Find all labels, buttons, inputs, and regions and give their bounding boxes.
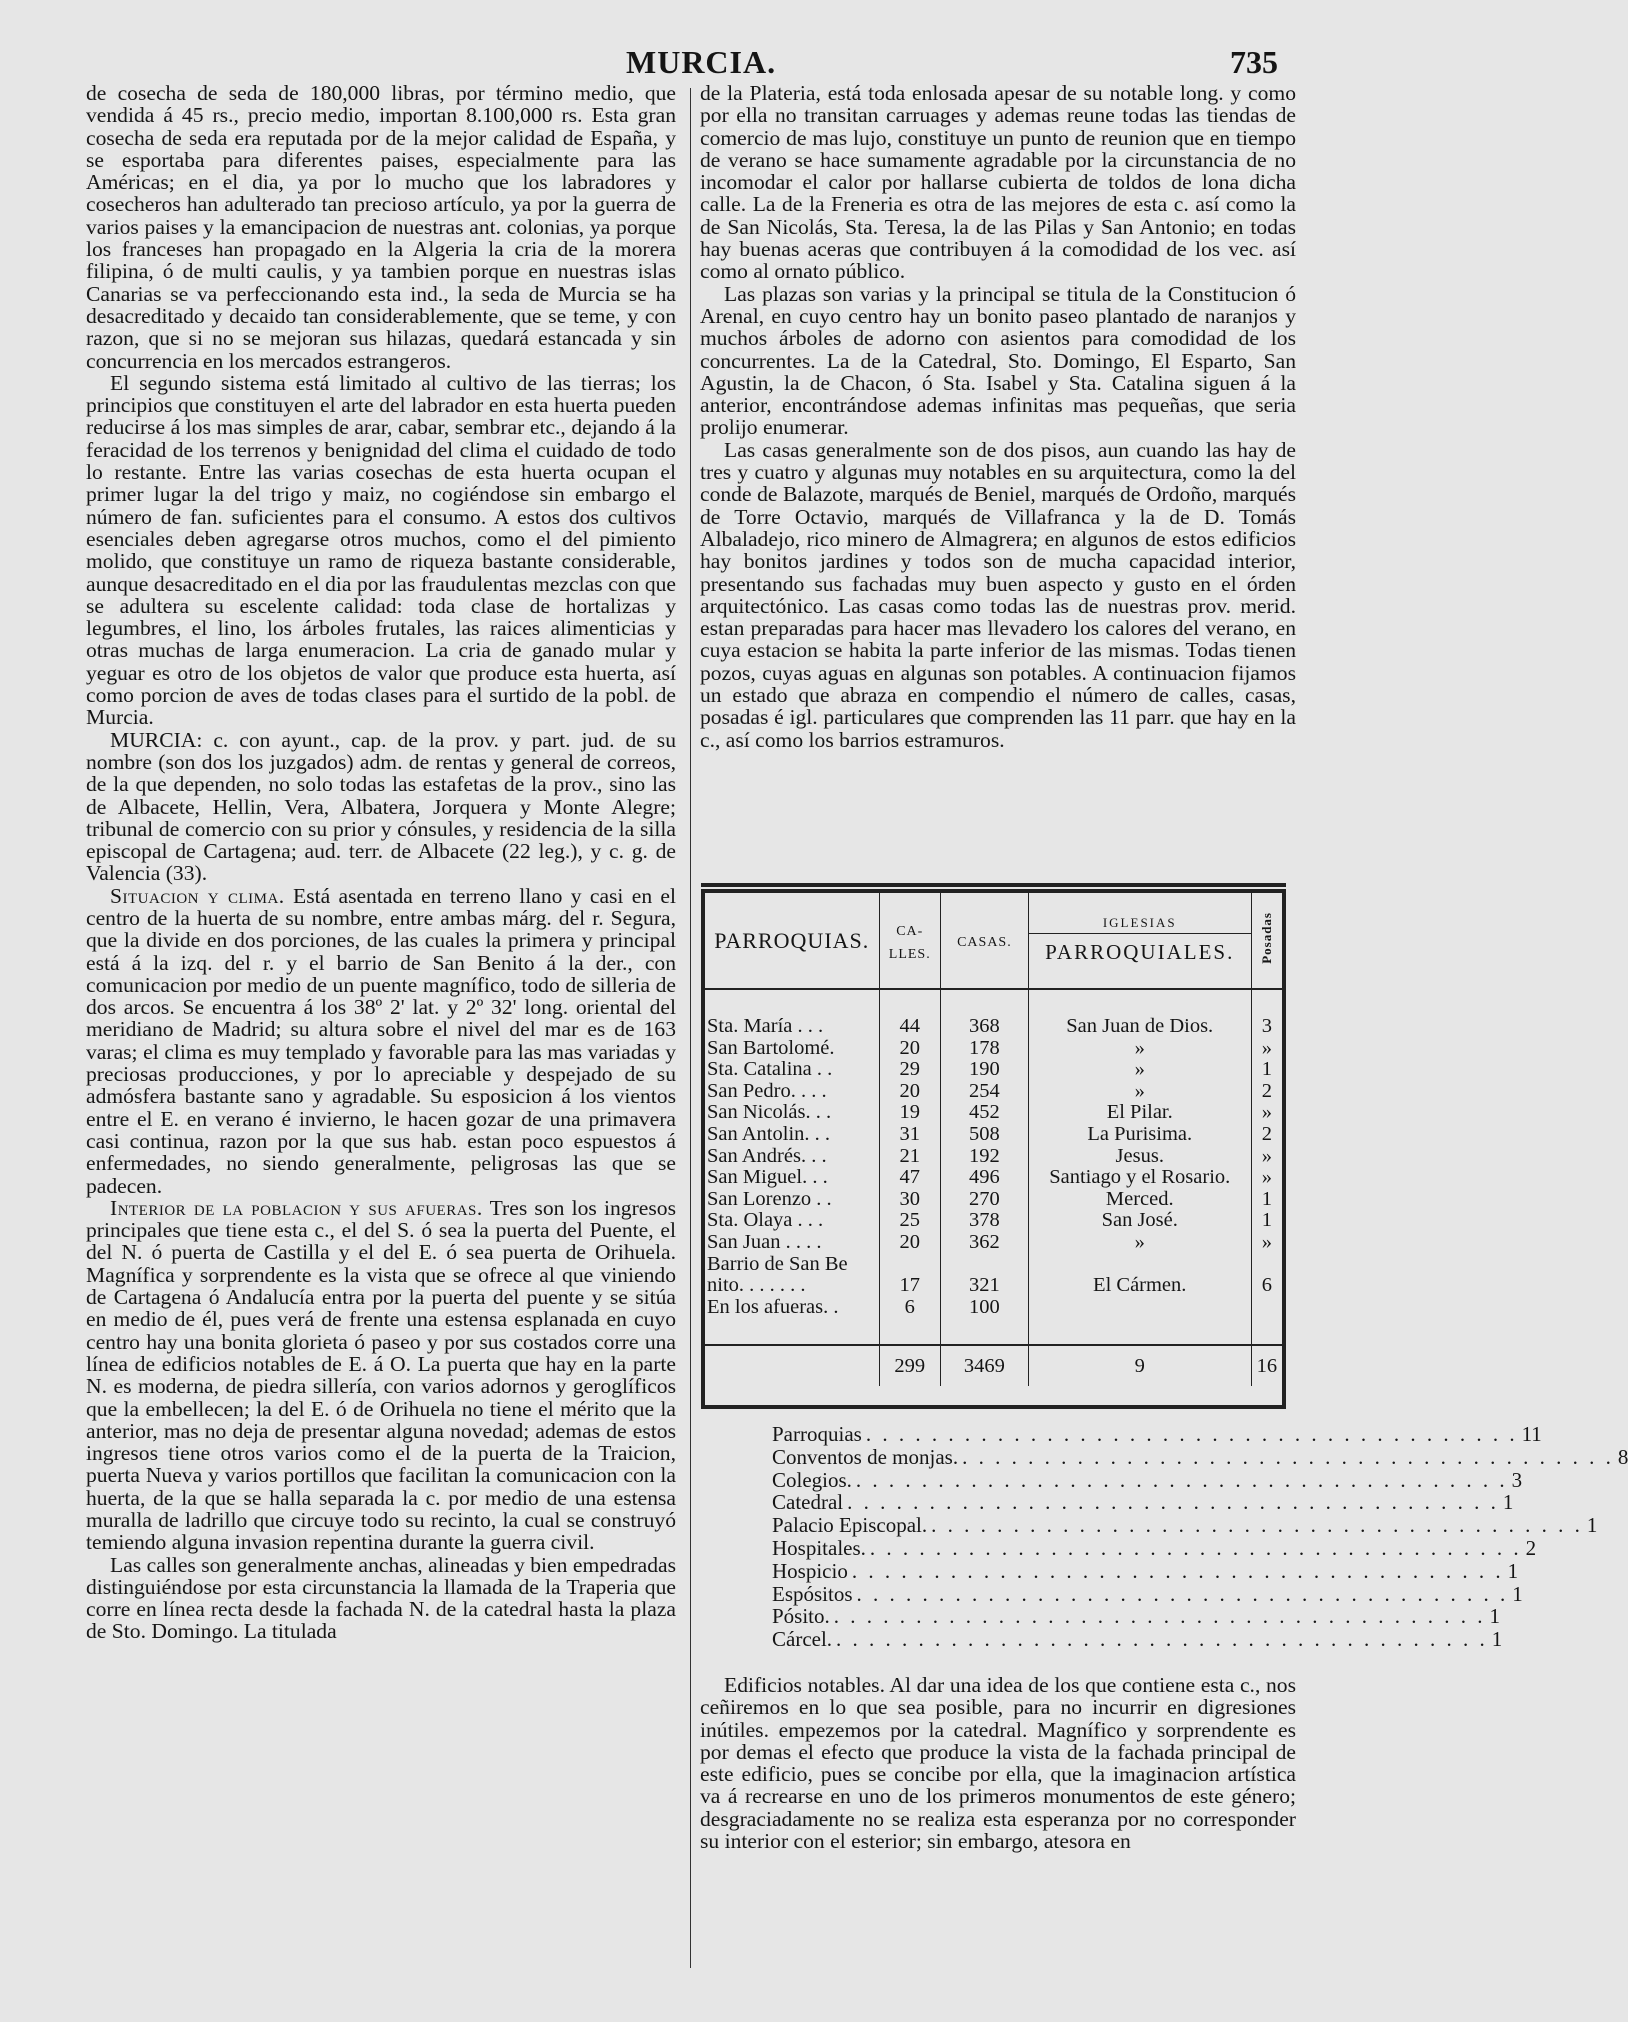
summary-item — [772, 1513, 1598, 1538]
cell-posadas: 1 — [1261, 1209, 1272, 1232]
right-text-column-continued — [700, 1674, 1296, 1852]
cell-iglesia: » — [1028, 1081, 1251, 1103]
section-lead: Situacion y clima. — [110, 883, 285, 908]
paragraph: Edificios notables. Al dar una idea de los que contiene esta c., nos ceñiremos en lo que sea posible, para no incurrir en digresiones inútiles. empezemos por la catedral. Magnífico y sorprendente es por demas el efecto que produce la vista de la fachada principal de este edificio, pues se concibe por ella, que la imaginacion artística va á recrearse en uno de los primeros monumentos de este género; desgraciadamente no se realiza esta esperanza por no corresponder su interior con el esterior; sin embargo, atesora en — [700, 1673, 1296, 1854]
table-row — [705, 1059, 1282, 1081]
cell-calles: 47 — [879, 1167, 941, 1189]
summary-item — [772, 1467, 1523, 1492]
cell-parroquia: Sta. Catalina . . — [705, 1059, 879, 1081]
summary-value: 1 — [1512, 1581, 1523, 1606]
cell-casas: 178 — [941, 1038, 1029, 1060]
col-header-parroquias: PARROQUIAS. — [705, 893, 879, 989]
summary-value: 1 — [1586, 1513, 1598, 1538]
cell-posadas: 6 — [1261, 1274, 1272, 1297]
cell-calles: 20 — [879, 1232, 941, 1254]
leader-dots: . . . . . . . . . . . . . . . . . . . . . . . . . . . . . . . . . . . . . . . . — [856, 1581, 1509, 1606]
cell-calles: 29 — [879, 1059, 941, 1081]
paragraph: de cosecha de seda de 180,000 libras, por término medio, que vendida á 45 rs., precio medio, importan 8.100,000 rs. Esta gran cosecha de seda era reputada por de la mejor calidad de España, y se esportaba para diferentes paises, especialmente para las Américas; en el dia, ya por lo mucho que los labradores y cosecheros han adulterado tan precioso artículo, ya por la guerra de varios paises y la emancipacion de nuestras ant. colonias, ya porque los franceses han propagado en la Algeria la cria de la morera filipina, ó de multi caulis, y ya tambien porque en nuestras islas Canarias se va perfeccionando esta ind., la seda de Murcia se ha desacreditado y decaido tan considerablemente, que se teme, y con razon, que si no se mejoran sus hilazas, quedará estancada y sin concurrencia en los mercados estrangeros. — [86, 81, 676, 373]
cell-casas: 190 — [941, 1059, 1029, 1081]
summary-value: 2 — [1525, 1535, 1537, 1560]
summary-item — [772, 1490, 1514, 1515]
summary-item — [772, 1422, 1542, 1446]
cell-casas: 452 — [941, 1102, 1029, 1124]
cell-calles: 25 — [879, 1210, 941, 1232]
section-lead: Interior de la poblacion y sus afueras. — [110, 1195, 483, 1220]
col-header-calles: CA- LLES. — [879, 893, 941, 989]
summary-list — [772, 1422, 1628, 1652]
summary-item — [772, 1535, 1537, 1560]
paragraph: Situacion y clima. Está asentada en terreno llano y casi en el centro de la huerta de su nombre, entre ambas márg. del r. Segura, que la divide en dos porciones, de las cuales la primera y principal está á la izq. del r. y el barrio de San Benito á la der., con comunicacion por medio de un puente magnífico, todo de silleria de dos arcos. Se encuentra á los 38º 2' lat. y 2º 32' long. oriental del meridiano de Madrid; su altura sobre el nivel del mar es de 163 varas; el clima es muy templado y favorable para las mas variadas y preciosas producciones, y por lo apreciable y despejado de su admósfera bastante sano y agradable. Su esposicion á los vientos entre el E. en verano é invierno, le hacen gozar de una primavera casi continua, razon por la que sus hab. estan poco espuestos á enfermedades, no siendo generalmente, peligrosas las que se padecen. — [86, 883, 677, 1198]
summary-item — [772, 1444, 1628, 1469]
total-posadas: 16 — [1251, 1345, 1282, 1386]
cell-iglesia: » — [1028, 1038, 1251, 1060]
cell-calles: 20 — [879, 1081, 941, 1103]
cell-iglesia: » — [1028, 1232, 1251, 1254]
cell-calles: 21 — [879, 1146, 941, 1168]
running-header-title: MURCIA. — [626, 44, 777, 80]
summary-label: Espósitos — [772, 1581, 853, 1606]
page-number: 735 — [1230, 44, 1278, 80]
paragraph: de la Plateria, está toda enlosada apesar de su notable long. y como por ella no transitan carruages y ademas reune todas las tiendas de comercio de mas lujo, constituye un punto de reunion que en tiempo de verano se hace sumamente agradable por la circunstancia de no incomodar el calor por hallarse cubierta de toldos de lona dicha calle. La de la Freneria es otra de las mejores de esta c. así como la de San Nicolás, Sta. Teresa, la de las Pilas y San Antonio; en todas hay buenas aceras que contribuyen á la comodidad de los vec. así como al ornato público. — [700, 81, 1296, 284]
summary-label: Colegios. — [772, 1467, 852, 1492]
summary-value: 3 — [1511, 1467, 1523, 1492]
leader-dots: . . . . . . . . . . . . . . . . . . . . . . . . . . . . . . . . . . . . . . . . — [962, 1444, 1614, 1469]
leader-dots: . . . . . . . . . . . . . . . . . . . . . . . . . . . . . . . . . . . . . . . . — [855, 1467, 1508, 1492]
table-row — [705, 1254, 1282, 1276]
cell-iglesia: El Pilar. — [1028, 1102, 1251, 1124]
summary-label: Parroquias — [772, 1422, 862, 1446]
cell-casas: 270 — [941, 1189, 1029, 1211]
cell-parroquia: San Nicolás. . . — [705, 1102, 879, 1124]
cell-posadas: 3 — [1261, 1015, 1272, 1037]
summary-label: Cárcel. — [772, 1627, 833, 1652]
summary-item — [772, 1604, 1501, 1629]
paragraph: Las plazas son varias y la principal se titula de la Constitucion ó Arenal, en cuyo centro hay un bonito paseo plantado de naranjos y muchos árboles de adorno con asientos para comodidad de los concurrentes. La de la Catedral, Sto. Domingo, El Esparto, San Agustin, la de Chacon, ó Sta. Isabel y Sta. Catalina siguen á la anterior, encontrándose ademas infinitas mas pequeñas, que seria prolijo enumerar. — [700, 281, 1296, 440]
right-text-column — [700, 82, 1296, 751]
cell-posadas: » — [1261, 1230, 1272, 1253]
summary-value: 1 — [1489, 1604, 1501, 1629]
cell-casas: 378 — [941, 1210, 1029, 1232]
cell-posadas — [1251, 1254, 1282, 1276]
cell-casas: 192 — [941, 1146, 1029, 1168]
leader-dots: . . . . . . . . . . . . . . . . . . . . . . . . . . . . . . . . . . . . . . . . — [869, 1535, 1522, 1560]
summary-label: Palacio Episcopal. — [772, 1513, 928, 1538]
leader-dots: . . . . . . . . . . . . . . . . . . . . . . . . . . . . . . . . . . . . . . . . — [851, 1558, 1504, 1583]
cell-parroquia: San Juan . . . . — [705, 1232, 879, 1254]
table-row — [705, 1102, 1282, 1124]
parish-table — [701, 889, 1286, 1409]
col-header-iglesias: IGLESIAS PARROQUIALES. — [1028, 893, 1251, 989]
totals-row — [705, 1345, 1282, 1386]
summary-label: Hospitales. — [772, 1535, 866, 1560]
table-row — [705, 1210, 1282, 1232]
total-iglesias: 9 — [1028, 1345, 1251, 1386]
table-row — [705, 1167, 1282, 1189]
table-row — [705, 1189, 1282, 1211]
table-row — [705, 1081, 1282, 1103]
cell-iglesia: San José. — [1028, 1210, 1251, 1232]
cell-calles: 17 — [879, 1275, 941, 1297]
table-row — [705, 1038, 1282, 1060]
paragraph: El segundo sistema está limitado al cultivo de las tierras; los principios que constituyen el arte del labrador en esta huerta pueden reducirse á los mas simples de arar, cabar, sembrar etc., dejando á la feracidad de los terrenos y benignidad del clima el cuidado de todo lo restante. Entre las varias cosechas de esta huerta ocupan el primer lugar la del trigo y maiz, no cogiéndose sin embargo el número de fan. suficientes para el consumo. A estos dos cultivos esenciales deben agregarse otros muchos, como el del pimiento molido, que constituye un ramo de riqueza bastante considerable, aunque desacreditado en el dia por las fraudulentas mezclas con que se adultera su escelente calidad: toda clase de hortalizas y legumbres, el lino, los árboles frutales, las raices alimenticias y otras muchas de larga enumeracion. La cria de ganado mular y yeguar es otro de los objetos de valor que produce esta huerta, así como porcion de aves de todas clases para el surtido de la pobl. de Murcia. — [86, 370, 676, 730]
table-row — [705, 1016, 1282, 1038]
cell-calles — [879, 1254, 941, 1276]
cell-casas: 508 — [941, 1124, 1029, 1146]
cell-posadas: 2 — [1261, 1122, 1272, 1145]
summary-value: 1 — [1507, 1558, 1519, 1583]
summary-label: Pósito. — [772, 1604, 830, 1629]
table-row — [705, 1146, 1282, 1168]
paragraph: Interior de la poblacion y sus afueras. Tres son los ingresos principales que tiene esta c., el del S. ó sea la puerta del Puente, el del N. ó puerta de Castilla y el del E. ó sea puerta de Orihuela. Magnífica y sorprendente es la vista que se ofrece al que viniendo de Cartagena ó Andalucía entra por la puerta del puente y se sitúa en medio de él, pues verá de frente una estensa esplanada en cuyo centro hay una bonita glorieta ó paseo y por sus costados corre una línea de edificios notables de E. á O. La puerta que hay en la parte N. es moderna, de piedra sillería, con varios adornos y geroglíficos que la embellecen; la del E. ó de Orihuela no tiene el mérito que la anterior, mas no deja de presentar alguna novedad; ademas de estos ingresos tiene otros varios como el de la puerta de la Traicion, puerta Nueva y varios portillos que facilitan la comunicacion con la huerta, de la que se halla separada la c. por medio de una estensa muralla de ladrillo que circuye todo su recinto, la cual se construyó temiendo alguna invasion repentina durante la guerra civil. — [86, 1195, 676, 1555]
cell-parroquia: Sta. Olaya . . . — [705, 1210, 879, 1232]
leader-dots: . . . . . . . . . . . . . . . . . . . . . . . . . . . . . . . . . . . . . . . . — [865, 1422, 1518, 1446]
left-text-column — [86, 82, 676, 1643]
cell-posadas: 1 — [1261, 1187, 1272, 1210]
cell-iglesia: El Cármen. — [1028, 1275, 1251, 1297]
cell-casas: 321 — [941, 1275, 1029, 1297]
summary-value: 1 — [1502, 1490, 1514, 1515]
column-divider — [690, 88, 691, 1968]
cell-iglesia — [1028, 1254, 1251, 1276]
cell-parroquia: nito. . . . . . . — [705, 1275, 879, 1297]
col-header-posadas: Posadas — [1251, 893, 1282, 989]
cell-parroquia: San Miguel. . . — [705, 1167, 879, 1189]
cell-casas: 496 — [941, 1167, 1029, 1189]
leader-dots: . . . . . . . . . . . . . . . . . . . . . . . . . . . . . . . . . . . . . . . . — [833, 1604, 1486, 1629]
cell-casas: 254 — [941, 1081, 1029, 1103]
total-calles: 299 — [879, 1345, 941, 1386]
cell-parroquia: San Bartolomé. — [705, 1038, 879, 1060]
leader-dots: . . . . . . . . . . . . . . . . . . . . . . . . . . . . . . . . . . . . . . . . — [931, 1513, 1583, 1538]
leader-dots: . . . . . . . . . . . . . . . . . . . . . . . . . . . . . . . . . . . . . . . . — [836, 1627, 1488, 1652]
summary-label: Catedral — [772, 1490, 844, 1515]
cell-posadas: » — [1261, 1101, 1272, 1124]
total-casas: 3469 — [941, 1345, 1029, 1386]
cell-parroquia: En los afueras. . — [705, 1297, 879, 1319]
cell-parroquia: Sta. María . . . — [705, 1016, 879, 1038]
cell-parroquia: San Pedro. . . . — [705, 1081, 879, 1103]
cell-posadas: 1 — [1261, 1058, 1272, 1081]
summary-item — [772, 1581, 1523, 1606]
cell-iglesia: Jesus. — [1028, 1146, 1251, 1168]
table-row — [705, 1232, 1282, 1254]
table-row — [705, 1297, 1282, 1319]
summary-item — [772, 1558, 1519, 1583]
cell-calles: 20 — [879, 1038, 941, 1060]
cell-posadas — [1251, 1297, 1282, 1319]
cell-calles: 30 — [879, 1189, 941, 1211]
cell-calles: 19 — [879, 1102, 941, 1124]
cell-casas: 362 — [941, 1232, 1029, 1254]
cell-parroquia: San Lorenzo . . — [705, 1189, 879, 1211]
table-row — [705, 1124, 1282, 1146]
cell-casas: 100 — [941, 1297, 1029, 1319]
paragraph: Las casas generalmente son de dos pisos, aun cuando las hay de tres y cuatro y algunas muy notables en su arquitectura, como la del conde de Balazote, marqués de Beniel, marqués de Ordoño, marqués de Torre Octavio, marqués de Villafranca y la de D. Tomás Albaladejo, rico minero de Almagrera; en algunos de estos edificios hay bonitos jardines y todos son de mucha capacidad interior, presentando sus fachadas muy buen aspecto y gusto en el órden arquitectónico. Las casas como todas las de nuestras prov. merid. estan preparadas para hacer mas llevadero los calores del verano, en cuya estacion se habita la parte inferior de las mismas. Todas tienen pozos, cuyas aguas en algunas son potables. A continuacion fijamos un estado que abraza en compendio el número de calles, casas, posadas é igl. particulares que comprenden las 11 parr. que hay en la c., así como los barrios estramuros. — [700, 437, 1296, 752]
cell-parroquia: San Andrés. . . — [705, 1146, 879, 1168]
cell-iglesia: San Juan de Dios. — [1028, 1016, 1251, 1038]
cell-posadas: 2 — [1261, 1079, 1272, 1102]
summary-value: 11 — [1521, 1422, 1542, 1446]
cell-calles: 6 — [879, 1297, 941, 1319]
cell-casas: 368 — [941, 1016, 1029, 1038]
cell-posadas: » — [1261, 1036, 1272, 1059]
cell-posadas: » — [1261, 1144, 1272, 1167]
cell-iglesia — [1028, 1297, 1251, 1319]
cell-iglesia: La Purisima. — [1028, 1124, 1251, 1146]
cell-iglesia: Merced. — [1028, 1189, 1251, 1211]
summary-item — [772, 1627, 1503, 1652]
cell-calles: 44 — [879, 1016, 941, 1038]
summary-label: Hospicio — [772, 1558, 848, 1583]
leader-dots: . . . . . . . . . . . . . . . . . . . . . . . . . . . . . . . . . . . . . . . . — [847, 1490, 1499, 1515]
cell-iglesia: Santiago y el Rosario. — [1028, 1167, 1251, 1189]
cell-parroquia: San Antolin. . . — [705, 1124, 879, 1146]
col-header-casas: CASAS. — [941, 893, 1029, 989]
summary-label: Conventos de monjas. — [772, 1444, 959, 1469]
cell-calles: 31 — [879, 1124, 941, 1146]
cell-casas — [941, 1254, 1029, 1276]
paragraph: Las calles son generalmente anchas, alineadas y bien empedradas distinguiéndose por esta circunstancia la llamada de la Traperia que corre en línea recta desde la fachada N. de la catedral hasta la plaza de Sto. Domingo. La titulada — [86, 1552, 676, 1644]
cell-parroquia: Barrio de San Be — [705, 1254, 879, 1276]
table-row — [705, 1275, 1282, 1297]
paragraph: MURCIA: c. con ayunt., cap. de la prov. y part. jud. de su nombre (son dos los juzgados) adm. de rentas y general de correos, de la que dependen, no solo todas las estafetas de la prov., sino las de Albacete, Hellin, Vera, Albatera, Jorquera y Monte Alegre; tribunal de comercio con su prior y cónsules, y residencia de la silla episcopal de Cartagena; aud. terr. de Albacete (22 leg.), y c. g. de Valencia (33). — [86, 727, 676, 886]
summary-value: 8 — [1617, 1444, 1628, 1469]
cell-iglesia: » — [1028, 1059, 1251, 1081]
summary-value: 1 — [1491, 1627, 1503, 1652]
cell-posadas: » — [1261, 1166, 1272, 1189]
